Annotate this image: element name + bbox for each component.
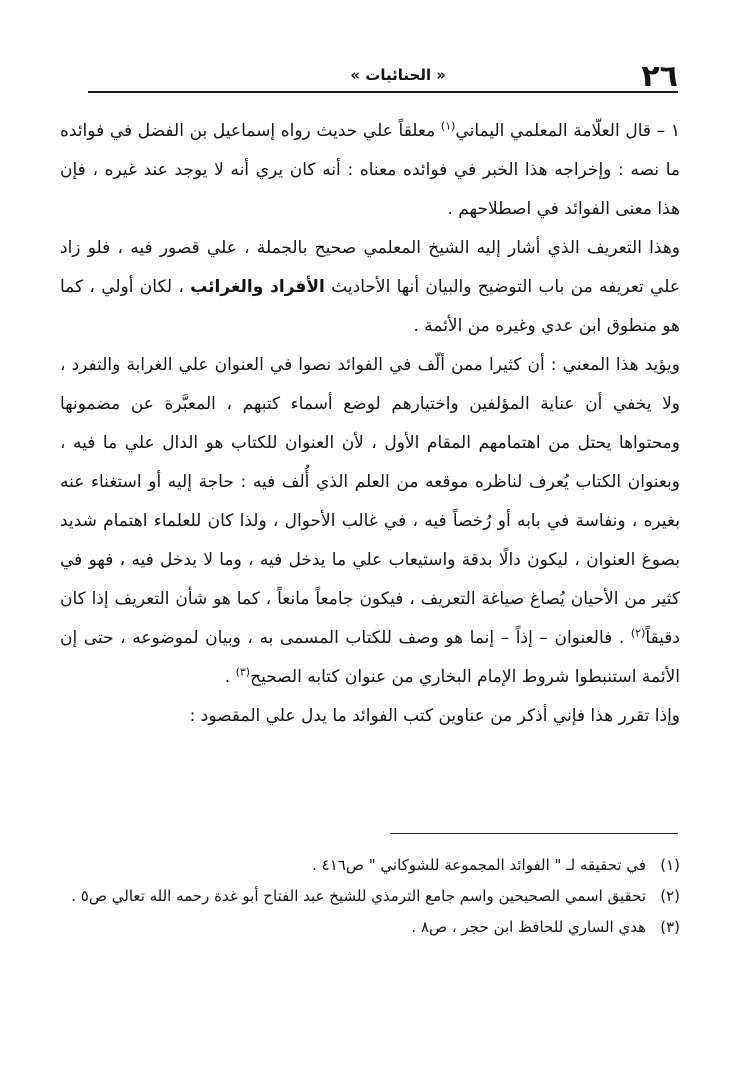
paragraph-2-text-b: ، لكان أولي ، كما هو منطوق ابن عدي وغيره من الأئمة .	[60, 277, 680, 336]
paragraph-3	[60, 346, 680, 697]
paragraph-1	[60, 112, 680, 229]
paragraph-4: وإذا تقرر هذا فإني أذكر من عناوين كتب الفوائد ما يدل علي المقصود :	[189, 706, 680, 726]
paragraph-2-text-a: وهذا التعريف الذي أشار إليه الشيخ المعلمي صحيح بالجملة ، علي قصور فيه ، فلو زاد علي تعريفه من باب التوضيح والبيان أنها الأحاديث	[60, 238, 681, 297]
paragraph-1-text-b: معلقاً علي حديث رواه إسماعيل بن الفضل في فوائده ما نصه : وإخراجه هذا الخبر في فوائده معناه : أنه كان يري أنه لا يوجد عند غيره ، فإن هذا معنى الفوائد في اصطلاحهم .	[60, 121, 680, 219]
footnote-number: (٢)	[660, 887, 680, 905]
footnote-ref-1: (١)	[440, 119, 456, 133]
footnote-1	[60, 850, 680, 881]
paragraph-3-text-b: . فالعنوان – إذاً – إنما هو وصف للكتاب المسمى به ، وبيان لموضوعه ، حتى إن الأئمة استنبطوا شروط الإمام البخاري من عنوان كتابه الصحيح	[60, 628, 680, 687]
footnotes	[60, 850, 680, 943]
footnote-3	[60, 912, 680, 943]
paragraph-2	[60, 229, 680, 346]
footnote-2	[60, 881, 680, 912]
footnote-number: (٣)	[660, 918, 680, 936]
page-header	[88, 56, 678, 96]
body-text	[60, 112, 680, 736]
running-title: « الحنائيات »	[350, 66, 446, 84]
paragraph-1-text-a: ١ – قال العلّامة المعلمي اليماني	[455, 121, 680, 141]
paragraph-3-text-a: ويؤيد هذا المعني : أن كثيرا ممن ألّف في الفوائد نصوا في العنوان علي الغرابة والتفرد ، ولا يخفي أن عناية المؤلفين واختيارهم لوضع أسماء كتبهم ، المعبَّرة عن مضمونها ومحتواها يحتل من اهتمامهم المقام الأول ، لأن العنوان للكتاب هو الدال علي ما فيه ، وبعنوان الكتاب يُعرف لناظره موقعه من العلم الذي أُلف فيه : حاجة إليه أو استغناء عنه بغيره ، ونفاسة في بابه أو رُخصاً فيه ، في غالب الأحوال ، ولذا كان للعلماء اهتمام شديد بصوغ العنوان ، ليكون دالًا بدقة واستيعاب علي ما يدخل فيه ، وما لا يدخل فيه ، فهو في كثير من الأحيان يُصاغ صياغة التعريف ، فيكون جامعاً مانعاً ، كما هو شأن التعريف إذا كان دقيقاً	[60, 355, 680, 648]
footnote-text: تحقيق اسمي الصحيحين واسم جامع الترمذي للشيخ عبد الفتاح أبو غدة رحمه الله تعالي ص٥ .	[71, 887, 646, 905]
footnote-text: في تحقيقه لـ " الفوائد المجموعة للشوكاني " ص٤١٦ .	[312, 856, 646, 874]
footnote-number: (١)	[660, 856, 680, 874]
paragraph-3-text-c: .	[224, 667, 236, 687]
footnote-rule	[390, 833, 678, 834]
header-rule	[88, 91, 678, 93]
footnote-ref-3: (٣)	[235, 665, 251, 679]
paragraph-2-bold: الأفراد والغرائب	[190, 277, 325, 297]
footnote-text: هدي الساري للحافظ ابن حجر ، ص٨ .	[411, 918, 646, 936]
footnote-ref-2: (٢)	[630, 626, 646, 640]
page-number: ٢٦	[641, 59, 678, 94]
